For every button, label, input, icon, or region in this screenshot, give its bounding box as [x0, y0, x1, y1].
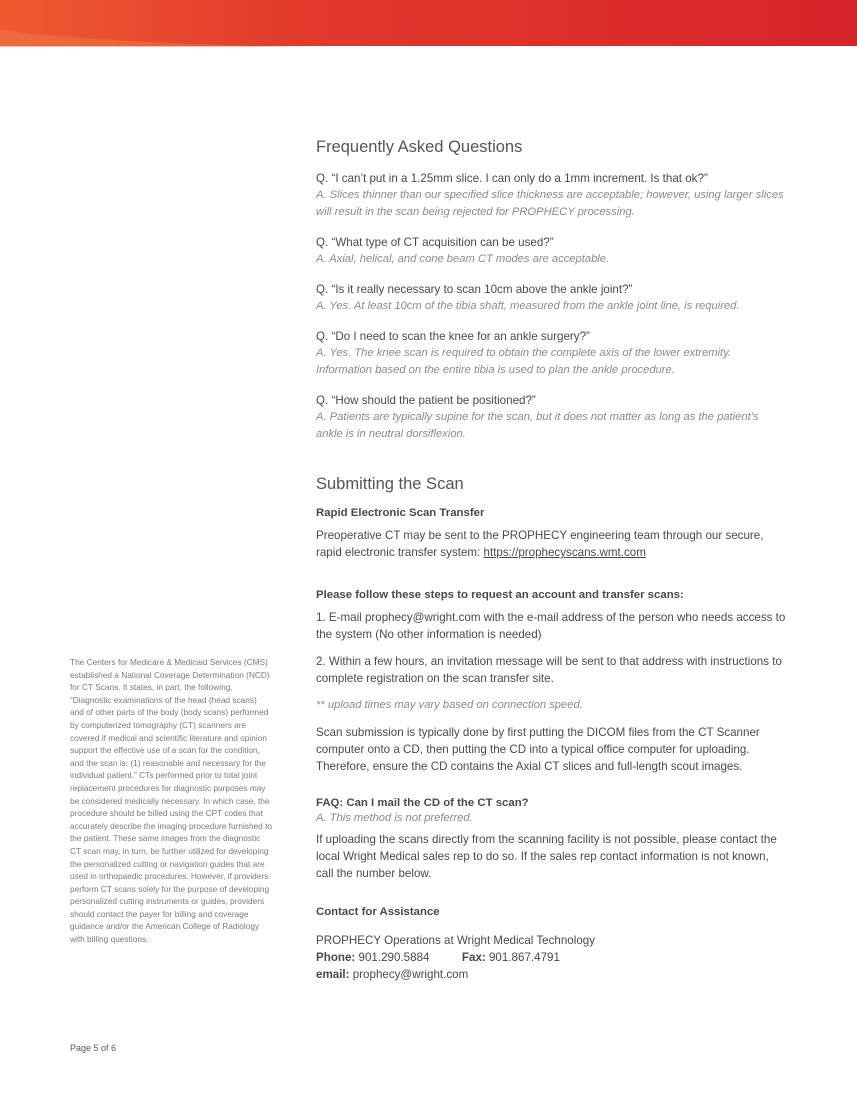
scan-transfer-link[interactable]: https://prophecyscans.wmt.com [483, 546, 646, 559]
contact-heading: Contact for Assistance [316, 906, 440, 918]
faq-item [316, 281, 786, 315]
faq-question: Q. “I can’t put in a 1.25mm slice. I can only do a 1mm increment. Is that ok?” [316, 172, 708, 185]
rapid-text: Preoperative CT may be sent to the PROPHECY engineering team through our secure, rapid electronic transfer system: https://prophecyscans.wmt.com [316, 529, 764, 559]
fax-number: 901.867.4791 [485, 951, 560, 964]
contact-phone-fax [316, 949, 786, 966]
faq-question: Q. “What type of CT acquisition can be used?” [316, 236, 554, 249]
header-banner [0, 0, 857, 50]
phone-number: 901.290.5884 [355, 951, 430, 964]
faq-cd-answer: A. This method is not preferred. [316, 812, 473, 824]
uploading-text: If uploading the scans directly from the scanning facility is not possible, please contact the local Wright Medical sales rep to do so. If the sales rep contact information is not known, call the number below. [316, 833, 777, 880]
faq-title: Frequently Asked Questions [316, 138, 523, 156]
faq-cd-question: FAQ: Can I mail the CD of the CT scan? [316, 797, 529, 809]
faq-answer: A. Patients are typically supine for the scan, but it does not matter as long as the patient’s ankle is in neutral dorsiflexion. [316, 411, 759, 440]
faq-answer: A. Axial, helical, and cone beam CT modes are acceptable. [316, 253, 610, 265]
rapid-heading: Rapid Electronic Scan Transfer [316, 507, 485, 519]
fax-label: Fax: [461, 951, 486, 964]
contact-org: PROPHECY Operations at Wright Medical Technology [316, 934, 596, 947]
faq-question: Q. “Is it really necessary to scan 10cm above the ankle joint?” [316, 283, 633, 296]
submission-text: Scan submission is typically done by first putting the DICOM files from the CT Scanner computer onto a CD, then putting the CD into a typical office computer for uploading. Therefore, ensure the CD contains the Axial CT slices and full-length scout images. [316, 726, 760, 773]
email-label: email: [316, 968, 350, 981]
faq-item [316, 328, 786, 379]
faq-answer: A. Yes. The knee scan is required to obtain the complete axis of the lower extremity. Information based on the entire tibia is used to plan the ankle procedure. [316, 347, 731, 376]
faq-question: Q. “Do I need to scan the knee for an ankle surgery?” [316, 330, 590, 343]
email-address[interactable]: prophecy@wright.com [349, 968, 469, 981]
upload-note: ** upload times may vary based on connection speed. [316, 699, 583, 711]
cms-sidebar-note: The Centers for Medicare & Medicaid Services (CMS) established a National Coverage Determination (NCD) for CT Scans. It states, in part, the following, “Diagnostic examinations of the head (head scans) and of other parts of the body (body scans) performed by computerized tomography (CT) scanners are covered if medical and scientific literature and opinion support the effective use of a scan for the condition, and the scan is: (1) reasonable and necessary for the individual patient.” CTs performed prior to total joint replacement procedures for diagnostic purposes may be considered medically necessary. In which case, the procedure should be billed using the CPT codes that accurately describe the imaging procedure furnished to the patient. These same images from the diagnostic CT scan may, in turn, be further utilized for developing the personalized cutting or navigation guides that are used in orthopaedic procedures. However, if providers perform CT scans solely for the purpose of developing personalized cutting instruments or guides, providers should contact the payer for billing and coverage guidance and/or the American College of Radiology with billing questions. [70, 657, 273, 945]
main-content [316, 138, 786, 983]
steps-heading: Please follow these steps to request an account and transfer scans: [316, 589, 684, 601]
faq-item [316, 392, 786, 443]
step-1: 1. E-mail prophecy@wright.com with the e-mail address of the person who needs access to the system (No other information is needed) [316, 611, 786, 641]
faq-answer: A. Yes. At least 10cm of the tibia shaft, measured from the ankle joint line, is required. [316, 300, 740, 312]
submit-title: Submitting the Scan [316, 475, 464, 493]
page-number: Page 5 of 6 [70, 1043, 117, 1053]
phone-label: Phone: [316, 951, 356, 964]
faq-item [316, 234, 786, 268]
faq-question: Q. “How should the patient be positioned?” [316, 394, 536, 407]
faq-answer: A. Slices thinner than our specified slice thickness are acceptable; however, using larger slices will result in the scan being rejected for PROPHECY processing. [316, 189, 784, 218]
faq-item [316, 170, 786, 221]
contact-email [316, 966, 786, 983]
step-2: 2. Within a few hours, an invitation message will be sent to that address with instructions to complete registration on the scan transfer site. [316, 655, 782, 685]
submit-section [316, 475, 786, 983]
